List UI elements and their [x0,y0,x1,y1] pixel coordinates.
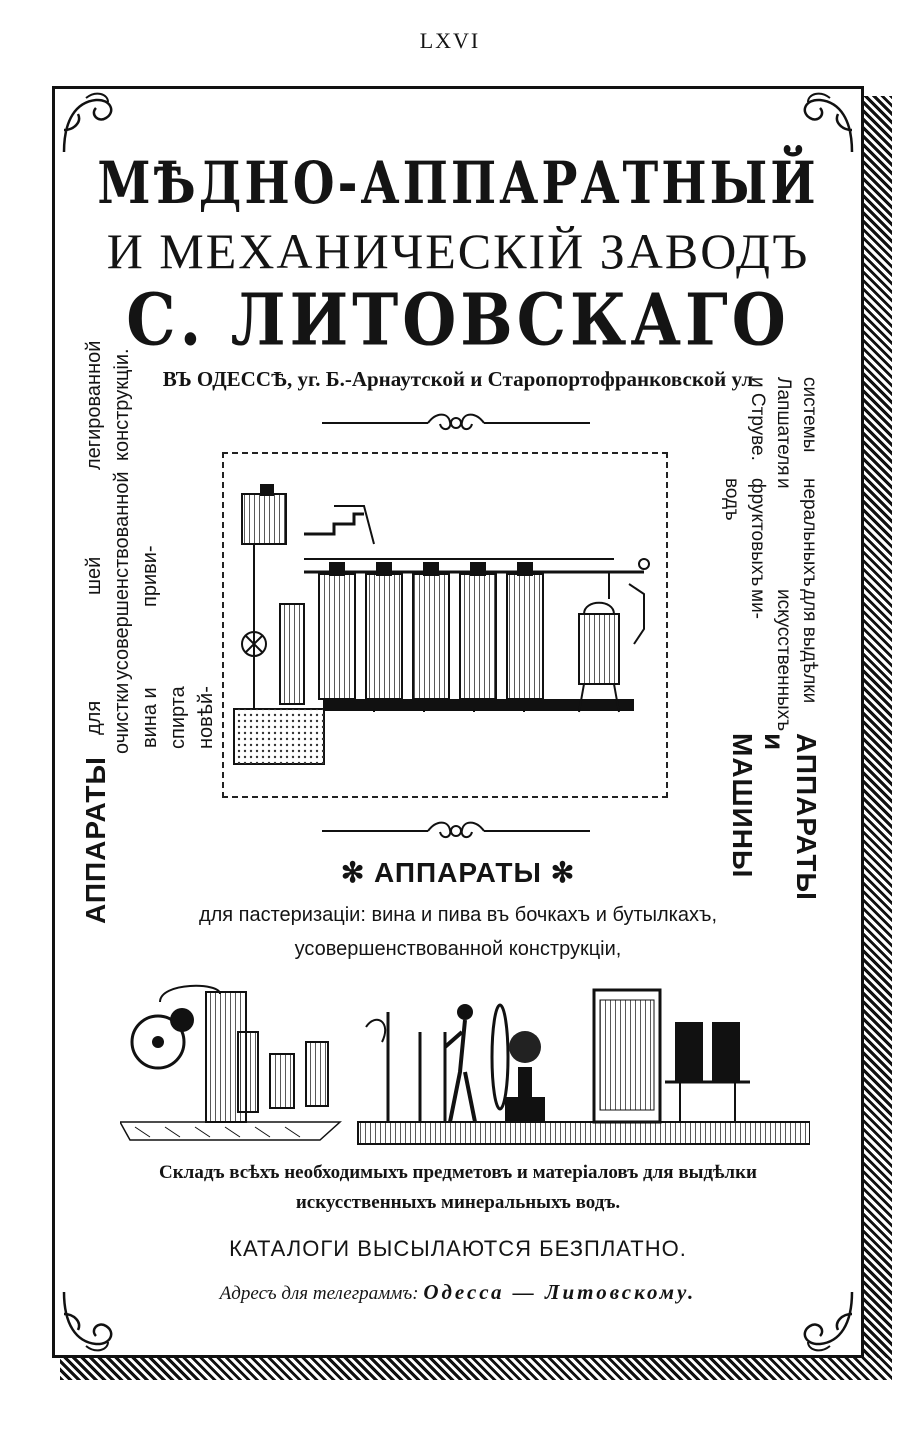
distillation-apparatus-illustration-frame [222,452,668,798]
right-column [692,377,822,901]
flourish-divider-bottom [318,818,594,844]
pasteurization-line-2: усовершенствованной конструкціи, [294,938,622,960]
telegram-address-value: Одесса — Литовскому. [423,1280,697,1304]
page-number: LXVI [419,28,481,53]
heading-line-1: МѢДНО-АППАРАТНЫЙ [97,150,819,218]
stock-line-2: искусственныхъ минеральныхъ водъ. [295,1192,621,1213]
left-column-line-3: легированной конструкціи. [83,340,133,470]
right-column-line-2: неральныхъ и фруктовыхъ водъ [721,477,820,587]
distillation-apparatus-illustration [224,454,666,796]
telegram-address [60,1280,856,1305]
left-column-line-2: шей усовершенствованной приви- [83,471,161,681]
catalog-notice: КАТАЛОГИ ВЫСЫЛАЮТСЯ БЕЗПЛАТНО. [229,1236,687,1261]
frame-shadow-right [864,96,892,1378]
left-column [80,340,220,924]
stock-line-1: Складъ всѣхъ необходимыхъ предметовъ и матеріаловъ для выдѣлки [159,1162,757,1183]
pasteurization-line-1: для пастеризаціи: вина и пива въ бочкахъ и бутылкахъ, [198,904,718,926]
pasteurization-title: ✻ АППАРАТЫ ✻ [340,857,576,888]
heading-line-2: И МЕХАНИЧЕСКІЙ ЗАВОДЪ [106,223,810,279]
right-column-title: АППАРАТЫ и МАШИНЫ [727,732,822,901]
left-column-title: АППАРАТЫ [80,755,111,924]
company-address: ВЪ ОДЕССѢ, уг. Б.-Арнаутской и Старопортофранковской ул [162,367,754,391]
right-column-line-1: для выдѣлки искусственныхъ ми- [747,588,820,731]
telegram-label: Адресъ для телеграммъ: [219,1283,419,1304]
right-column-line-3: системы Лапшателя и Струве. [747,377,820,476]
company-name: С. ЛИТОВСКАГО [126,278,790,362]
flourish-divider-top [318,410,594,436]
left-column-line-1: для очистки вина и спирта новѣй- [83,682,217,754]
pasteurization-machinery-illustration [120,972,810,1152]
frame-shadow-bottom [60,1358,892,1380]
